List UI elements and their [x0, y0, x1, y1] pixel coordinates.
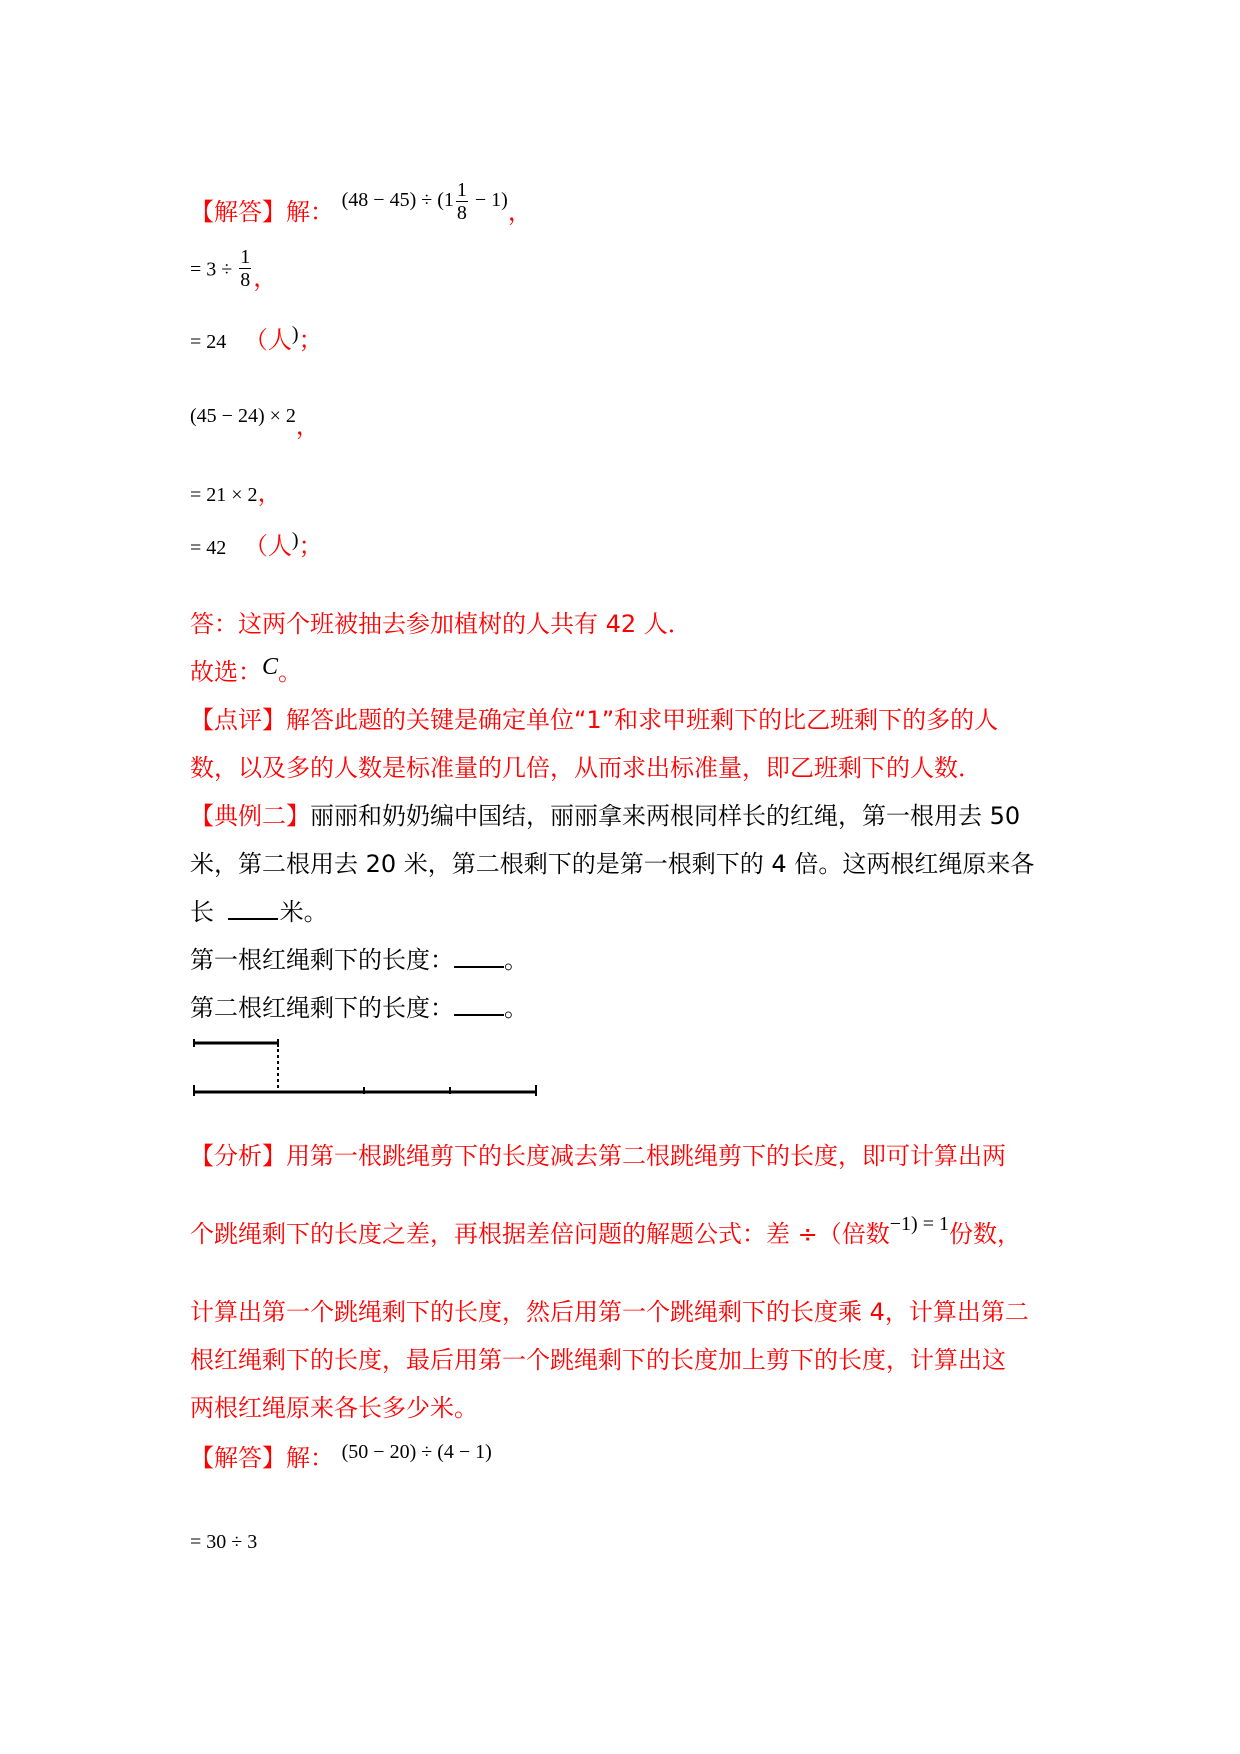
answer-blank[interactable] — [228, 896, 278, 920]
comment-line-1: 【点评】解答此题的关键是确定单位“1”和求甲班剩下的比乙班剩下的多的人 — [190, 706, 999, 734]
comment-line-2: 数，以及多的人数是标准量的几倍，从而求出标准量，即乙班剩下的人数． — [190, 754, 982, 782]
answer2-expression: (50 − 20) ÷ (4 − 1) — [341, 1441, 492, 1463]
analysis-line-5: 两根红绳原来各长多少米。 — [190, 1394, 478, 1422]
choice-line: 故选：C。 — [190, 654, 303, 686]
answer2-step: = 30 ÷ 3 — [190, 1531, 258, 1553]
answer-statement: 答：这两个班被抽去参加植树的人共有 42 人． — [190, 610, 692, 638]
step-line-3: = 24 （人)； — [190, 323, 323, 354]
question-second-remaining: 第二根红绳剩下的长度： 。 — [190, 994, 528, 1022]
bottom-segment — [194, 1085, 536, 1096]
example-line-2: 米，第二根用去 20 米，第二根剩下的是第一根剩下的 4 倍。这两根红绳原来各 — [190, 850, 1035, 878]
example-tag: 【典例二】 — [190, 802, 310, 830]
step-line-6: = 42 （人)； — [190, 529, 323, 560]
answer-tag: 【解答】 — [190, 198, 286, 227]
step-line-5: = 21 × 2， — [190, 479, 282, 507]
step-line-4: (45 − 24) × 2， — [190, 405, 320, 440]
analysis-tag: 【分析】 — [190, 1142, 286, 1170]
fraction: $\frac{1}{8}$ — [456, 179, 467, 224]
answer2-tag: 【解答】 — [190, 1444, 286, 1472]
example-line-1: 【典例二】丽丽和奶奶编中国结，丽丽拿来两根同样长的红绳，第一根用去 50 — [190, 802, 1021, 830]
fraction: $\frac{1}{8}$ — [240, 246, 251, 291]
second-remaining-blank[interactable] — [454, 992, 504, 1016]
analysis-line-3: 计算出第一个跳绳剩下的长度，然后用第一个跳绳剩下的长度乘 4，计算出第二 — [190, 1298, 1029, 1326]
step-line-2: = 3 ÷ $\frac{1}{8}$ ， — [190, 246, 278, 292]
answer-expression: (48 − 45) ÷ (1 1 8 − 1) — [341, 179, 508, 224]
example-line-3: 长 米。 — [190, 898, 328, 926]
question-first-remaining: 第一根红绳剩下的长度： 。 — [190, 946, 528, 974]
answer-lead: 解： — [286, 198, 334, 227]
top-segment — [194, 1039, 278, 1047]
analysis-line-4: 根红绳剩下的长度，最后用第一个跳绳剩下的长度加上剪下的长度，计算出这 — [190, 1346, 1006, 1374]
answer2-line-1: 【解答】解： $^{(50 - 20) \div (4 - 1)}$ — [190, 1441, 492, 1472]
segment-diagram — [192, 1036, 542, 1100]
analysis-line-1: 【分析】用第一根跳绳剪下的长度减去第二根跳绳剪下的长度，即可计算出两 — [190, 1142, 1006, 1170]
comment-tag: 【点评】 — [190, 706, 286, 734]
analysis-line-2: 个跳绳剩下的长度之差，再根据差倍问题的解题公式：差 ÷（倍数$^{-1) = 1}$份数， — [190, 1213, 1021, 1248]
answer-line-1: 【解答】解： $^{(48 - 45) \div (1 \frac{1}{8} - 1)}$， — [190, 179, 532, 227]
first-remaining-blank[interactable] — [454, 944, 504, 968]
